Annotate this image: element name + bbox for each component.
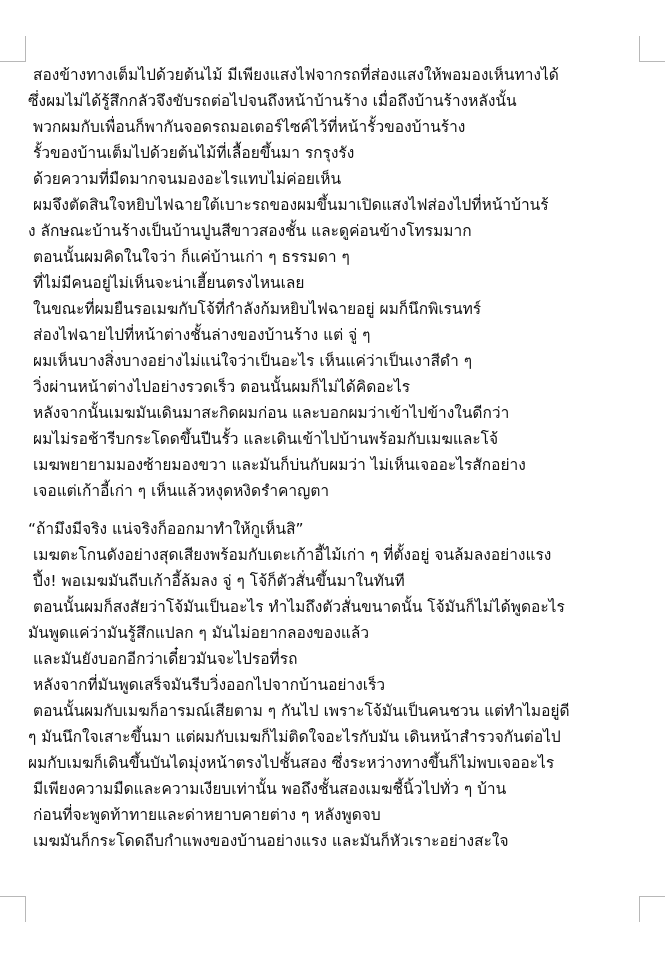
text-line: และมันยังบอกอีกว่าเดี๋ยวมันจะไปรอที่รถ (33, 650, 298, 668)
text-line: รั้วของบ้านเต็มไปด้วยต้นไม้ที่เลื้อยขึ้นมา รกรุงรัง (33, 144, 355, 162)
text-line: หลังจากนั้นเมฆมันเดินมาสะกิดผมก่อน และบอกผมว่าเข้าไปข้างในดีกว่า (33, 404, 510, 422)
text-line: สองข้างทางเต็มไปด้วยต้นไม้ มีเพียงแสงไฟจากรถที่ส่องแสงให้พอมองเห็นทางได้ (33, 66, 559, 84)
paragraph-1 (28, 62, 640, 504)
paragraph-2 (28, 516, 640, 854)
text-line: ง ลักษณะบ้านร้างเป็นบ้านปูนสีขาวสองชั้น และดูค่อนข้างโทรมมาก (28, 222, 472, 240)
text-line: “ถ้ามึงมีจริง แน่จริงก็ออกมาทำให้กูเห็นสิ” (28, 520, 304, 538)
text-line: ซึ่งผมไม่ได้รู้สึกกลัวจึงขับรถต่อไปจนถึงหน้าบ้านร้าง เมื่อถึงบ้านร้างหลังนั้น (28, 92, 517, 110)
text-line: ผมจึงตัดสินใจหยิบไฟฉายใต้เบาะรถของผมขึ้นมาเปิดแสงไฟส่องไปที่หน้าบ้านร้ (33, 196, 549, 214)
text-line: ผมกับเมฆก็เดินขึ้นบันไดมุ่งหน้าตรงไปชั้นสอง ซึ่งระหว่างทางขึ้นก็ไม่พบเจออะไร (28, 754, 555, 772)
text-line: เมฆมันก็กระโดดถีบกำแพงของบ้านอย่างแรง และมันก็หัวเราะอย่างสะใจ (33, 832, 509, 850)
crop-mark-bottom-left (0, 896, 26, 922)
crop-mark-top-right (639, 36, 665, 62)
text-line: วิ่งผ่านหน้าต่างไปอย่างรวดเร็ว ตอนนั้นผมก็ไม่ได้คิดอะไร (33, 378, 411, 396)
paragraph-gap (28, 504, 640, 516)
text-line: เมฆตะโกนดังอย่างสุดเสียงพร้อมกับเตะเก้าอี้ไม้เก่า ๆ ที่ตั้งอยู่ จนล้มลงอย่างแรง (33, 546, 552, 564)
crop-mark-bottom-right (639, 896, 665, 922)
text-line: ๆ มันนึกใจเสาะขึ้นมา แต่ผมกับเมฆก็ไม่ติดใจอะไรกับมัน เดินหน้าสำรวจกันต่อไป (28, 728, 561, 746)
text-line: ผมเห็นบางสิ่งบางอย่างไม่แน่ใจว่าเป็นอะไร เห็นแค่ว่าเป็นเงาสีดำ ๆ (33, 352, 473, 370)
text-line: ในขณะที่ผมยืนรอเมฆกับโจ้ที่กำลังก้มหยิบไฟฉายอยู่ ผมก็นึกพิเรนทร์ (33, 300, 482, 318)
text-line: เจอแต่เก้าอี้เก่า ๆ เห็นแล้วหงุดหงิดรำคาญตา (33, 482, 330, 500)
text-line: ที่ไม่มีคนอยู่ไม่เห็นจะน่าเฮี้ยนตรงไหนเลย (33, 274, 305, 292)
crop-mark-top-left (0, 36, 26, 62)
text-line: ตอนนั้นผมก็สงสัยว่าโจ้มันเป็นอะไร ทำไมถึงตัวสั่นขนาดนั้น โจ้มันก็ไม่ได้พูดอะไร (33, 598, 565, 616)
text-body (28, 62, 640, 854)
text-line: ปึ้ง! พอเมฆมันถีบเก้าอี้ล้มลง จู่ ๆ โจ้ก็ตัวสั่นขึ้นมาในทันที (33, 572, 405, 590)
text-line: มีเพียงความมืดและความเงียบเท่านั้น พอถึงชั้นสองเมฆชี้นิ้วไปทั่ว ๆ บ้าน (33, 780, 507, 798)
text-line: ด้วยความที่มืดมากจนมองอะไรแทบไม่ค่อยเห็น (33, 170, 342, 188)
text-line: เมฆพยายามมองซ้ายมองขวา และมันก็บ่นกับผมว่า ไม่เห็นเจออะไรสักอย่าง (33, 456, 526, 474)
text-line: ตอนนั้นผมคิดในใจว่า ก็แค่บ้านเก่า ๆ ธรรมดา ๆ (33, 248, 350, 266)
text-line: ก่อนที่จะพูดท้าทายและด่าหยาบคายต่าง ๆ หลังพูดจบ (33, 806, 381, 824)
text-line: มันพูดแค่ว่ามันรู้สึกแปลก ๆ มันไม่อยากลองของแล้ว (28, 624, 370, 642)
text-line: พวกผมกับเพื่อนก็พากันจอดรถมอเตอร์ไซค์ไว้ที่หน้ารั้วของบ้านร้าง (33, 118, 466, 136)
text-line: ผมไม่รอช้ารีบกระโดดขึ้นปีนรั้ว และเดินเข้าไปบ้านพร้อมกับเมฆและโจ้ (33, 430, 499, 448)
text-line: ตอนนั้นผมกับเมฆก็อารมณ์เสียตาม ๆ กันไป เพราะโจ้มันเป็นคนชวน แต่ทำไมอยู่ดี (33, 702, 570, 720)
text-line: ส่องไฟฉายไปที่หน้าต่างชั้นล่างของบ้านร้าง แต่ จู่ ๆ (33, 326, 371, 344)
text-line: หลังจากที่มันพูดเสร็จมันรีบวิ่งออกไปจากบ้านอย่างเร็ว (33, 676, 386, 694)
